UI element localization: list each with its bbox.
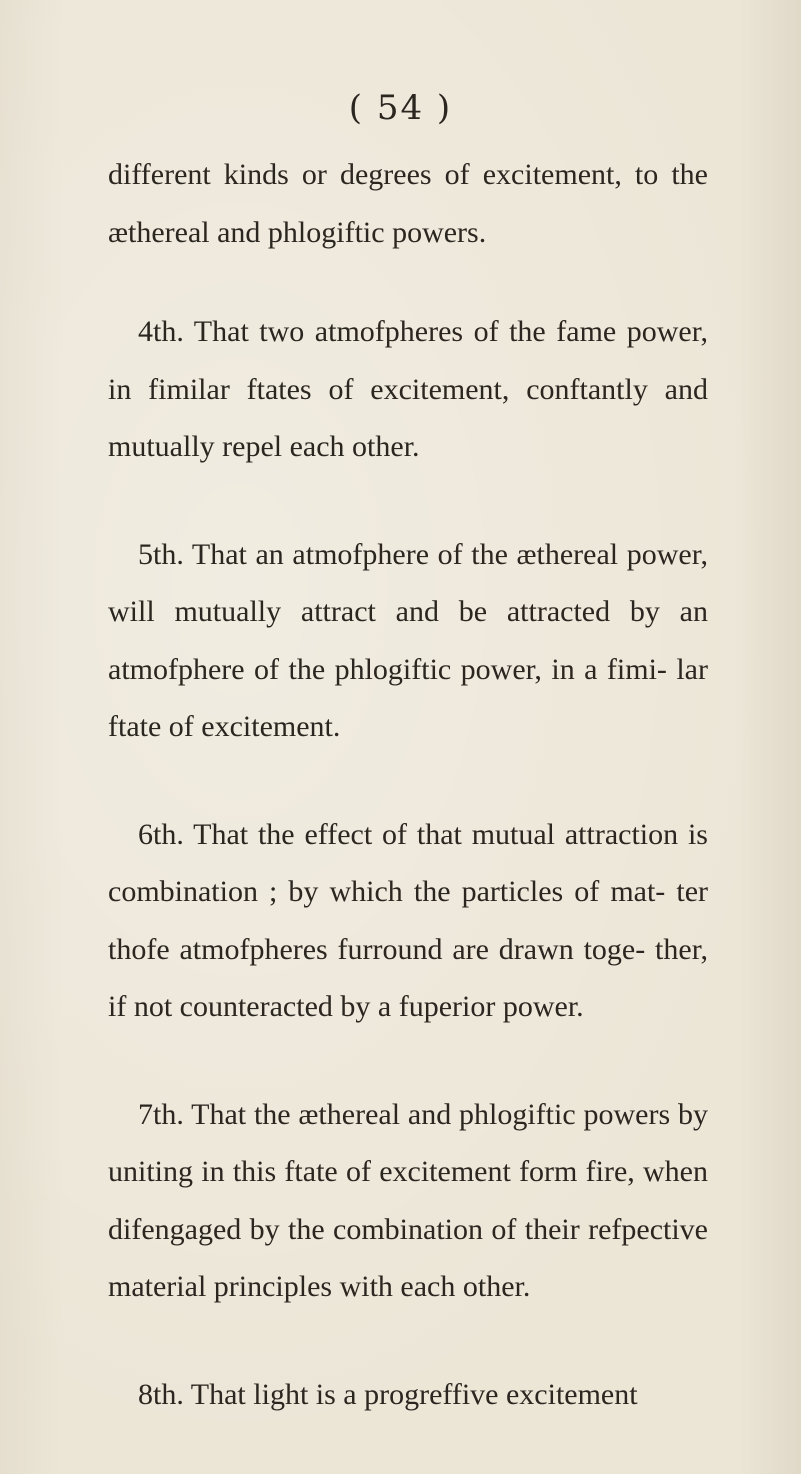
paragraph-6th: 6th. That the effect of that mutual attraction is combination ; by which the particles of mat- ter thofe atmofpheres furround are drawn toge- ther, if not counteracted by a fuperior power. [108, 817, 708, 1023]
paragraph-5th: 5th. That an atmofphere of the æthereal power, will mutually attract and be attracted by an atmofphere of the phlogiftic power, in a fimi- lar ftate of excitement. [108, 537, 708, 743]
paragraph-8th: 8th. That light is a progreffive excitement [138, 1377, 638, 1411]
page-number: ( 54 ) [348, 88, 453, 128]
page-body [108, 146, 708, 1423]
paragraph-4th: 4th. That two atmofpheres of the fame power, in fimilar ftates of excitement, conftantly and mutually repel each other. [108, 315, 708, 463]
paragraph-continuation: different kinds or degrees of excitement, to the æthereal and phlogiftic powers. [108, 158, 708, 249]
paragraph-7th: 7th. That the æthereal and phlogiftic powers by uniting in this ftate of excitement form fire, when difengaged by the combination of their refpective material principles with each other. [108, 1097, 708, 1303]
